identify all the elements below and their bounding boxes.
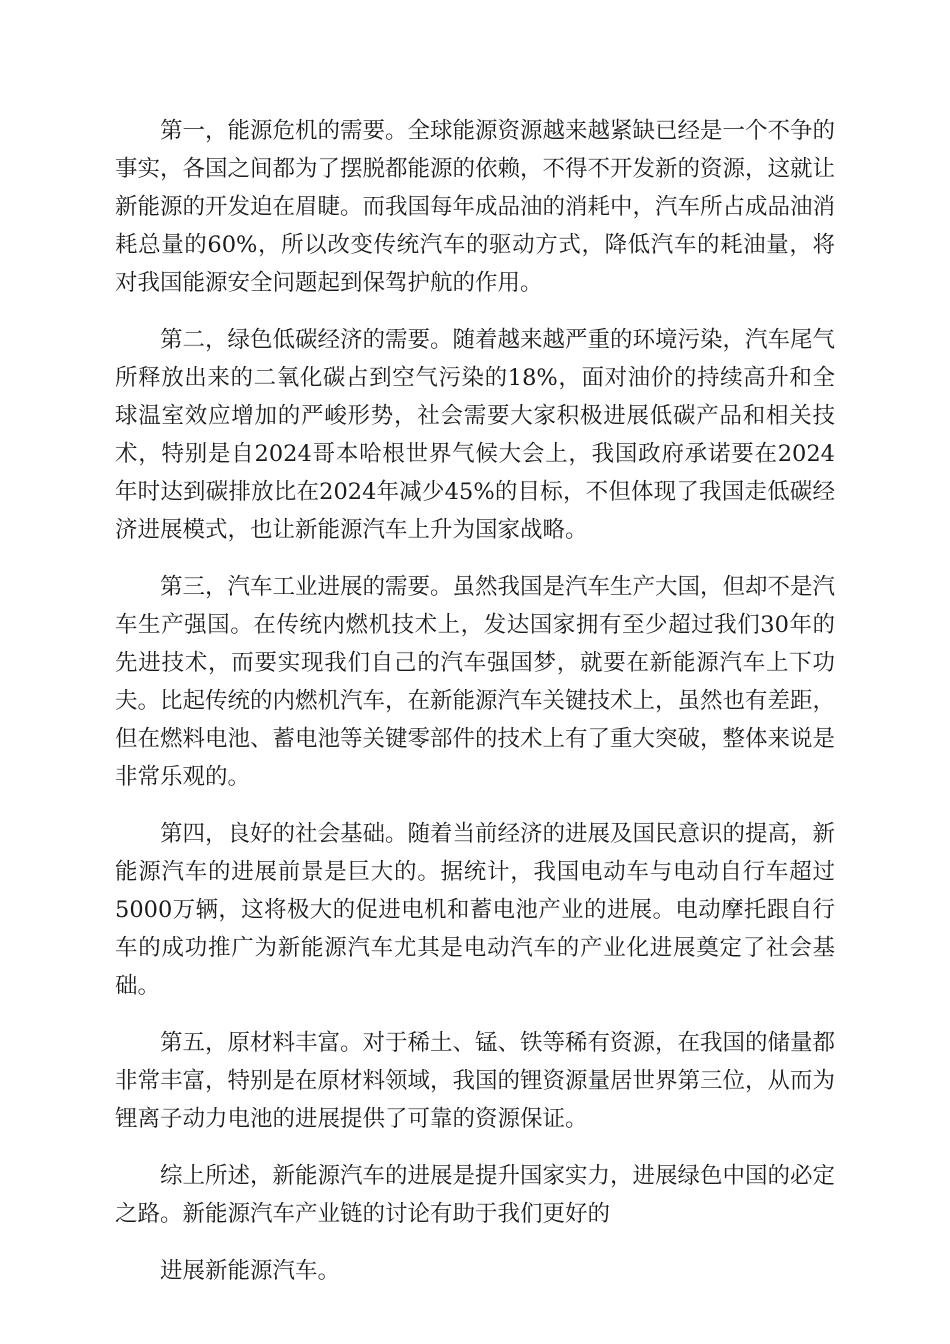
paragraph-conclusion: 综上所述，新能源汽车的进展是提升国家实力，进展绿色中国的必定之路。新能源汽车产业链的讨论有助于我们更好的 bbox=[115, 1163, 836, 1227]
paragraph-social-foundation: 第四，良好的社会基础。随着当前经济的进展及国民意识的提高，新能源汽车的进展前景是巨大的。据统计，我国电动车与电动自行车超过5000万辆，这将极大的促进电机和蓄电池产业的进展。电动摩托跟自行车的成功推广为新能源汽车尤其是电动汽车的产业化进展奠定了社会基础。 bbox=[115, 821, 836, 999]
paragraph-raw-materials: 第五，原材料丰富。对于稀土、锰、铁等稀有资源，在我国的储量都非常丰富，特别是在原材料领域，我国的锂资源量居世界第三位，从而为锂离子动力电池的进展提供了可靠的资源保证。 bbox=[115, 1030, 836, 1132]
paragraph-tail: 进展新能源汽车。 bbox=[160, 1258, 341, 1284]
paragraph-auto-industry: 第三，汽车工业进展的需要。虽然我国是汽车生产大国，但却不是汽车生产强国。在传统内燃机技术上，发达国家拥有至少超过我们30年的先进技术，而要实现我们自己的汽车强国梦，就要在新能源汽车上下功夫。比起传统的内燃机汽车，在新能源汽车关键技术上，虽然也有差距，但在燃料电池、蓄电池等关键零部件的技术上有了重大突破，整体来说是非常乐观的。 bbox=[115, 574, 836, 790]
paragraph-low-carbon: 第二，绿色低碳经济的需要。随着越来越严重的环境污染，汽车尾气所释放出来的二氧化碳占到空气污染的18%，面对油价的持续高升和全球温室效应增加的严峻形势，社会需要大家积极进展低碳产品和相关技术，特别是自2024哥本哈根世界气候大会上，我国政府承诺要在2024年时达到碳排放比在2024年减少45%的目标，不但体现了我国走低碳经济进展模式，也让新能源汽车上升为国家战略。 bbox=[115, 327, 836, 543]
document-body bbox=[115, 112, 835, 1309]
paragraph-energy-crisis: 第一，能源危机的需要。全球能源资源越来越紧缺已经是一个不争的事实，各国之间都为了摆脱都能源的依赖，不得不开发新的资源，这就让新能源的开发迫在眉睫。而我国每年成品油的消耗中，汽车所占成品油消耗总量的60%，所以改变传统汽车的驱动方式，降低汽车的耗油量，将对我国能源安全问题起到保驾护航的作用。 bbox=[115, 118, 836, 296]
